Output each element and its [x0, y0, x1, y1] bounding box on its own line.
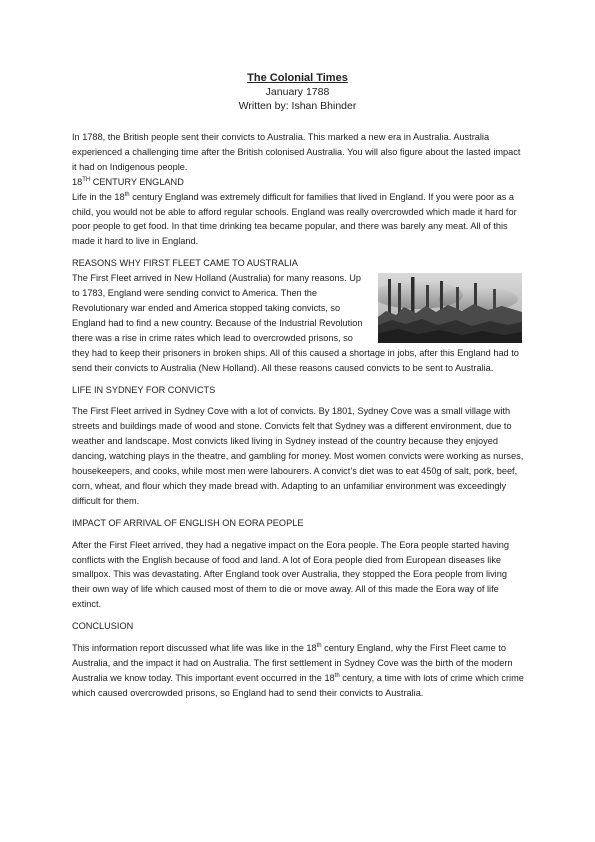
- paragraph-18th-century: [72, 190, 524, 250]
- heading-superscript: TH: [82, 176, 91, 183]
- intro-paragraph: In 1788, the British people sent their convicts to Australia. This marked a new era in Australia. Australia experienced a challenging time after the British colonised Australia. You will also figure about the lasted impact it had on Indigenous people.: [72, 132, 521, 172]
- paragraph-impact: After the First Fleet arrived, they had a negative impact on the Eora people. The Eora people started having conflicts with the English because of food and land. A lot of Eora people died from European diseases like smallpox. This was devastating. After England took over Australia, they stopped the Eora people from living their own way of life which caused most of them to die or move away. All of this made the Eora way of life extinct.: [72, 539, 510, 610]
- section-heading-conclusion: CONCLUSION: [72, 621, 134, 632]
- section-heading-18th-century: [72, 175, 524, 190]
- paragraph-text: This information report discussed what life was like in the 18: [72, 643, 317, 654]
- superscript: th: [124, 191, 130, 198]
- document-body: [72, 130, 524, 701]
- document-header: [0, 71, 595, 113]
- section-heading-sydney: LIFE IN SYDNEY FOR CONVICTS: [72, 384, 216, 395]
- section-heading-reasons: REASONS WHY FIRST FLEET CAME TO AUSTRALIA: [72, 258, 298, 269]
- document-byline: Written by: Ishan Bhinder: [238, 100, 357, 112]
- paragraph-text: century, a time with lots of crime which crime which caused overcrowded prisons, so England had to send their convicts to Australia.: [72, 672, 524, 698]
- paragraph-text: century England was extremely difficult for families that lived in England. If you were poor as a child, you would not be able to afford regular schools. England was really overcrowded which made it hard for poor people to get food. In that time drinking tea became popular, and there was barely any meat. All of this made it hard to live in England.: [72, 191, 517, 247]
- paragraph-reasons: The First Fleet arrived in New Holland (Australia) for many reasons. Up to 1783, England were sending convict to America. Then the Revolutionary war ended and America stopped taking convicts, so England had to find a new country. Because of the Industrial Revolution there was a rise in crime rates which lead to overcrowded prisons, so they had to keep their prisoners in broken ships. All of this caused a shortage in jobs, after this England had to send their convicts to Australia (New Holland). All these reasons caused convicts to be sent to Australia.: [72, 273, 519, 373]
- paragraph-text: century England, why the First Fleet came to Australia, and the impact it had on Australia. The first settlement in Sydney Cove was the birth of the modern Australia we know today. This important event occurred in the 18: [72, 643, 513, 683]
- industrial-city-image: [378, 273, 522, 343]
- reasons-block: [72, 271, 524, 375]
- industrial-city-photo: [378, 273, 522, 343]
- paragraph-text: Life in the 18: [72, 191, 125, 202]
- heading-text: 18: [72, 176, 83, 187]
- document-date: January 1788: [265, 86, 330, 98]
- section-heading-impact: IMPACT OF ARRIVAL OF ENGLISH ON EORA PEOPLE: [72, 517, 304, 528]
- paragraph-sydney: The First Fleet arrived in Sydney Cove with a lot of convicts. By 1801, Sydney Cove was a small village with streets and buildings made of wood and stone. Convicts felt that Sydney was a different environment, due to weather and landscape. Most convicts liked living in Sydney instead of the country because they enjoyed dancing, watching plays in the theatre, and gambling for money. Most women convicts were working as nurses, housekeepers, and cooks, while most men were labourers. A convict’s diet was to eat 450g of salt, pork, beef, corn, wheat, and flour which they made bread with. Adapting to an unfamiliar environment was exceedingly difficult for them.: [72, 406, 524, 506]
- heading-text: CENTURY ENGLAND: [90, 176, 184, 187]
- superscript: th: [334, 672, 340, 679]
- paragraph-conclusion: [72, 641, 524, 701]
- document-title: The Colonial Times: [247, 72, 348, 84]
- superscript: th: [316, 643, 322, 650]
